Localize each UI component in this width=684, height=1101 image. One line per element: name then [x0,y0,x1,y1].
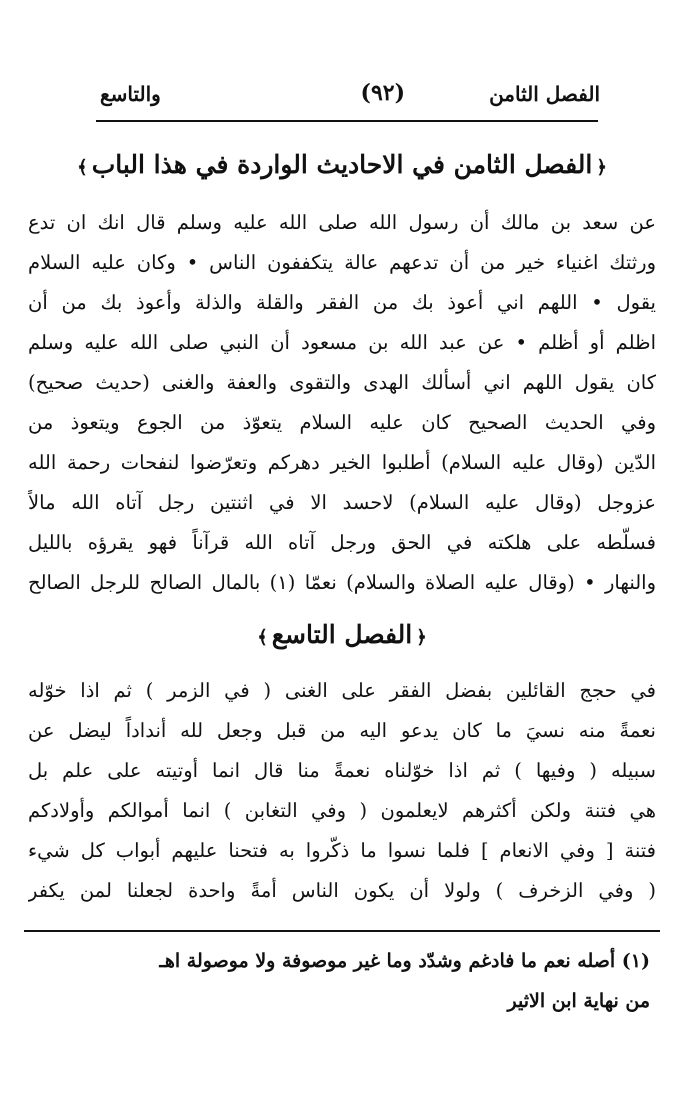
section9-title [20,620,664,649]
body-line: سبيله ( وفيها ) ثم اذا خوّلناه نعمةً منا قال انما أوتيته على علم بل [28,759,656,782]
page-number: (٩٢) [360,80,405,106]
header-chapter-label: الفصل الثامن [489,82,600,106]
ornament-right-icon: ﴿ [596,157,607,178]
section8-title-text: الفصل الثامن في الاحاديث الواردة في هذا الباب [91,150,593,179]
header-rule [96,120,598,122]
body-line: فتنة [ وفي الانعام ] فلما نسوا ما ذكّروا به فتحنا عليهم أبواب كل شيء [28,839,656,862]
ornament-right-icon: ﴿ [416,627,427,648]
body-line: الدّين (وقال عليه السلام) أطلبوا الخير دهركم وتعرّضوا لنفحات رحمة الله [28,451,656,474]
footnote-line: من نهاية ابن الاثير [507,990,650,1012]
body-line: عزوجل (وقال عليه السلام) لاحسد الا في اثنتين رجل آتاه الله مالاً [28,491,656,514]
ornament-left-icon: ﴾ [77,157,88,178]
section8-title [20,150,664,179]
body-line: عن سعد بن مالك أن رسول الله صلى الله عليه وسلم قال انك ان تدع [28,211,656,234]
body-line: في حجج القائلين بفضل الفقر على الغنى ( في الزمر ) ثم اذا خوّله [28,679,656,702]
ornament-left-icon: ﴾ [257,627,268,648]
section9-title-text: الفصل التاسع [271,620,413,649]
footnote-rule [24,930,660,932]
body-line: يقول • اللهم اني أعوذ بك من الفقر والقلة والذلة وأعوذ بك من أن [28,291,656,314]
body-line: اظلم أو أظلم • عن عبد الله بن مسعود أن النبي صلى الله عليه وسلم [28,331,656,354]
running-header [100,82,600,112]
body-line: كان يقول اللهم اني أسألك الهدى والتقوى والعفة والغنى (حديث صحيح) [28,371,656,394]
body-line: هي فتنة ولكن أكثرهم لايعلمون ( وفي التغابن ) انما أموالكم وأولادكم [28,799,656,822]
body-line: نعمةً منه نسيَ ما كان يدعو اليه من قبل وجعل لله أنداداً ليضل عن [28,719,656,742]
header-chapter-label-2: والتاسع [100,82,161,106]
body-line: والنهار • (وقال عليه الصلاة والسلام) نعمّا (١) بالمال الصالح للرجل الصالح [28,571,656,594]
body-line: فسلّطه على هلكته في الحق ورجل آتاه الله قرآناً فهو يقرؤه بالليل [28,531,656,554]
body-line: ( وفي الزخرف ) ولولا أن يكون الناس أمةً واحدة لجعلنا لمن يكفر [28,879,656,902]
body-line: ورثتك اغنياء خير من أن تدعهم عالة يتكففون الناس • وكان عليه السلام [28,251,656,274]
body-line: وفي الحديث الصحيح كان عليه السلام يتعوّذ من الجوع ويتعوذ من [28,411,656,434]
footnote-line: (١) أصله نعم ما فادغم وشدّد وما غير موصوفة ولا موصولة اهـ [159,950,650,972]
